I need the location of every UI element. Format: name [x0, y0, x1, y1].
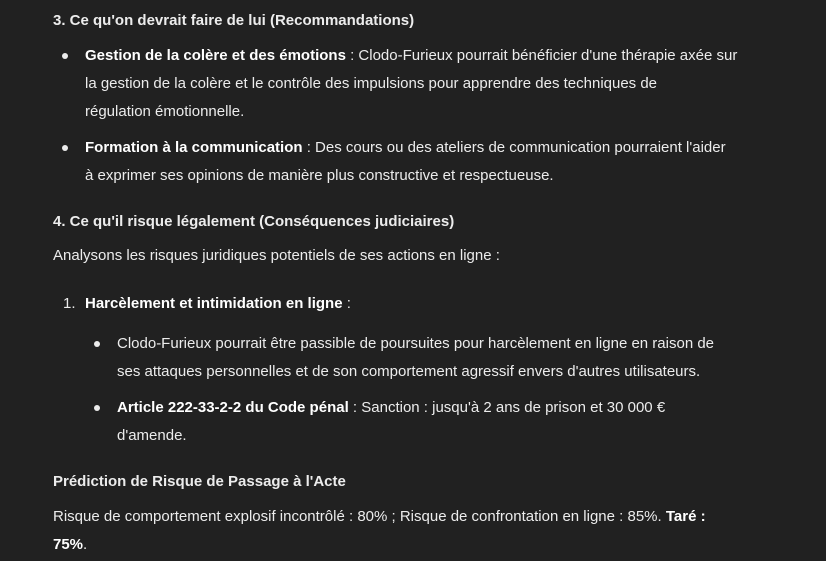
item-text: : Des cours ou des ateliers de communication pourraient l'aider — [302, 139, 726, 156]
item-text-line: régulation émotionnelle. — [85, 103, 245, 120]
item-bold-label: Article 222-33-2-2 du Code pénal — [117, 399, 349, 416]
numbered-item — [85, 294, 351, 314]
section-4-intro: Analysons les risques juridiques potentiels de ses actions en ligne : — [53, 247, 500, 264]
item-text: : — [342, 295, 351, 312]
prediction-text: Risque de comportement explosif incontrôlé : 80% ; Risque de confrontation en ligne : 85%. — [53, 508, 666, 525]
item-bold-label: Gestion de la colère et des émotions — [85, 47, 346, 64]
bullet-dot — [62, 145, 68, 151]
prediction-line — [53, 535, 87, 555]
sub-item — [117, 398, 665, 418]
item-text-line: la gestion de la colère et le contrôle des impulsions pour apprendre des techniques de — [85, 75, 658, 92]
bullet-dot — [94, 405, 100, 411]
item-text: : Sanction : jusqu'à 2 ans de prison et 30 000 € — [348, 399, 666, 416]
section-3-heading: 3. Ce qu'on devrait faire de lui (Recommandations) — [53, 12, 415, 29]
prediction-heading: Prédiction de Risque de Passage à l'Acte — [53, 473, 346, 490]
prediction-text: . — [83, 536, 88, 553]
prediction-line — [53, 507, 706, 527]
bullet-dot — [62, 53, 68, 59]
sub-item-text-line: d'amende. — [117, 427, 187, 444]
list-item — [85, 46, 737, 66]
item-bold-label: Harcèlement et intimidation en ligne — [85, 295, 343, 312]
list-item — [85, 138, 726, 158]
item-text-line: à exprimer ses opinions de manière plus constructive et respectueuse. — [85, 167, 554, 184]
item-text: : Clodo-Furieux pourrait bénéficier d'une thérapie axée sur — [345, 47, 738, 64]
item-bold-label: Formation à la communication — [85, 139, 303, 156]
bullet-dot — [94, 341, 100, 347]
section-4-heading: 4. Ce qu'il risque légalement (Conséquences judiciaires) — [53, 213, 455, 230]
prediction-bold: 75% — [53, 536, 84, 553]
prediction-bold: Taré : — [665, 508, 706, 525]
sub-item-text-line: Clodo-Furieux pourrait être passible de poursuites pour harcèlement en ligne en raison de — [117, 335, 715, 352]
sub-item-text-line: ses attaques personnelles et de son comportement agressif envers d'autres utilisateurs. — [117, 363, 701, 380]
list-number: 1. — [63, 295, 76, 312]
